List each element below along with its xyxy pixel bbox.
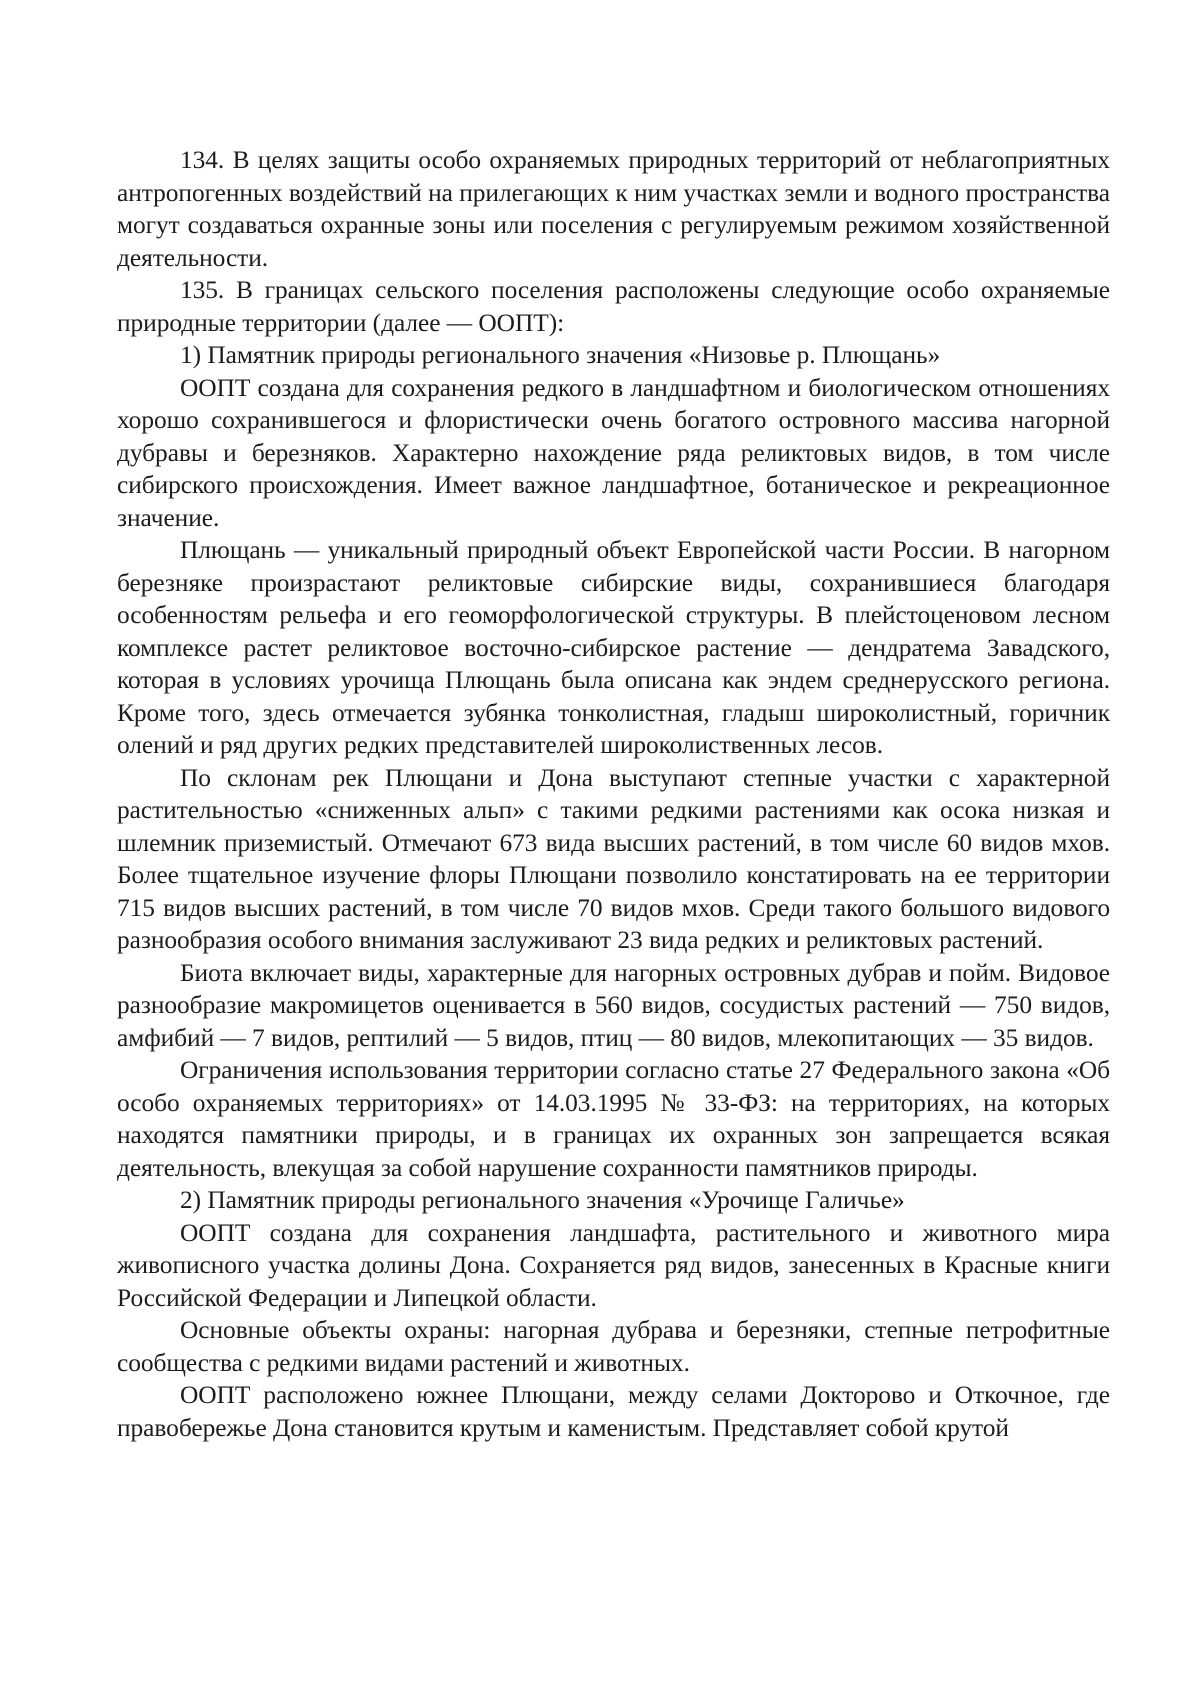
paragraph-plyuschan-purpose: ООПТ создана для сохранения редкого в ландшафтном и биологическом отношениях хорошо сохранившегося и флористически очень богатого островного массива нагорной дубравы и березняков. Характерно нахождение ряда реликтовых видов, в том числе сибирского происхождения. Имеет важное ландшафтное, ботаническое и рекреационное значение. xyxy=(117,373,1110,532)
paragraph-usage-restrictions: Ограничения использования территории согласно статье 27 Федерального закона «Об особо охраняемых территориях» от 14.03.1995 № 33-ФЗ: на территориях, на которых находятся памятники природы, и в границах их охранных зон запрещается всякая деятельность, влекущая за собой нарушение сохранности памятников природы. xyxy=(117,1056,1110,1182)
paragraph-plyuschan-slopes: По склонам рек Плющани и Дона выступают степные участки с характерной растительностью «сниженных альп» с такими редкими растениями как осока низкая и шлемник приземистый. Отмечают 673 вида высших растений, в том числе 60 видов мхов. Более тщательное изучение флоры Плющани позволило констатировать на ее территории 715 видов высших растений, в том числе 70 видов мхов. Среди такого большого видового разнообразия особого внимания заслуживают 23 вида редких и реликтовых растений. xyxy=(117,763,1110,954)
document-page xyxy=(117,144,1110,1444)
heading-monument-galichye: 2) Памятник природы регионального значения «Урочище Галичье» xyxy=(180,1186,905,1214)
paragraph-plyuschan-unique: Плющань — уникальный природный объект Европейской части России. В нагорном березняке произрастают реликтовые сибирские виды, сохранившиеся благодаря особенностям рельефа и его геоморфологической структуры. В плейстоценовом лесном комплексе растет реликтовое восточно-сибирское растение — дендратема Завадского, которая в условиях урочища Плющань была описана как эндем среднерусского региона. Кроме того, здесь отмечается зубянка тонколистная, гладыш широколистный, горичник олений и ряд других редких представителей широколиственных лесов. xyxy=(117,536,1110,759)
paragraph-galichye-location: ООПТ расположено южнее Плющани, между селами Докторово и Откочное, где правобережье Дона становится крутым и каменистым. Представляет собой крутой xyxy=(117,1381,1110,1442)
paragraph-galichye-purpose: ООПТ создана для сохранения ландшафта, растительного и животного мира живописного участка долины Дона. Сохраняется ряд видов, занесенных в Красные книги Российской Федерации и Липецкой области. xyxy=(117,1218,1110,1312)
heading-monument-plyuschan: 1) Памятник природы регионального значения «Низовье р. Плющань» xyxy=(180,341,941,369)
paragraph-galichye-objects: Основные объекты охраны: нагорная дубрава и березняки, степные петрофитные сообщества с редкими видами растений и животных. xyxy=(117,1316,1110,1377)
paragraph-135-oopt-list: 135. В границах сельского поселения расположены следующие особо охраняемые природные территории (далее — ООПТ): xyxy=(117,276,1110,337)
paragraph-plyuschan-biota: Биота включает виды, характерные для нагорных островных дубрав и пойм. Видовое разнообразие макромицетов оценивается в 560 видов, сосудистых растений — 750 видов, амфибий — 7 видов, рептилий — 5 видов, птиц — 80 видов, млекопитающих — 35 видов. xyxy=(117,958,1110,1052)
paragraph-134-protection-zones: 134. В целях защиты особо охраняемых природных территорий от неблагоприятных антропогенных воздействий на прилегающих к ним участках земли и водного пространства могут создаваться охранные зоны или поселения с регулируемым режимом хозяйственной деятельности. xyxy=(117,146,1110,272)
